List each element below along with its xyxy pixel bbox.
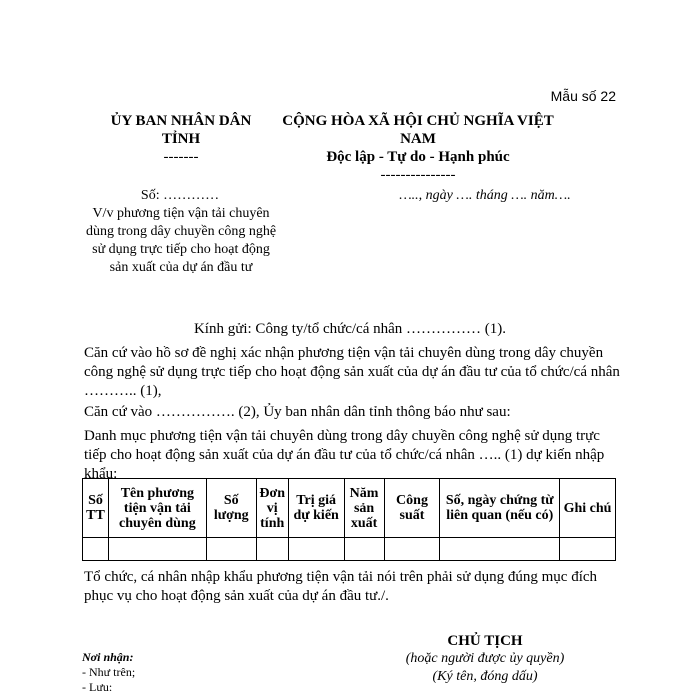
national-header (276, 112, 560, 184)
signature-block (360, 632, 610, 686)
table-cell (384, 538, 440, 561)
header-unit: Đơn vị tính (256, 479, 288, 538)
header-quantity: Số lượng (206, 479, 256, 538)
recipients-block (82, 650, 135, 695)
paragraph-list-intro: Danh mục phương tiện vận tải chuyên dùng trong dây chuyền công nghệ sử dụng trực tiếp cho hoạt động sản xuất của dự án đầu tư của tổ chức/cá nhân ….. (1) dự kiến nhập khẩu: (84, 428, 605, 482)
paragraph-basis-dossier: Căn cứ vào hồ sơ đề nghị xác nhận phương tiện vận tải chuyên dùng trong dây chuyền công nghệ sử dụng trực tiếp cho hoạt động sản xuất của dự án đầu tư của tổ chức/cá nhân ……….. (1), (84, 345, 620, 399)
paragraph-basis-legal: Căn cứ vào ……………. (2), Ủy ban nhân dân tỉnh thông báo như sau: (84, 404, 511, 420)
signer-title: CHỦ TỊCH (447, 633, 523, 649)
table-cell (256, 538, 288, 561)
signature-instruction: (Ký tên, đóng dấu) (432, 669, 538, 684)
header-year-produced: Năm sản xuất (344, 479, 384, 538)
recipients-label: Nơi nhận: (82, 650, 134, 664)
header-vehicle-name: Tên phương tiện vận tải chuyên dùng (108, 479, 206, 538)
header-notes: Ghi chú (560, 479, 616, 538)
recipient-item: - Như trên; (82, 665, 136, 679)
country-name-line2: NAM (400, 131, 436, 147)
form-number: Mẫu số 22 (550, 88, 616, 104)
table-row (83, 538, 616, 561)
table-cell (108, 538, 206, 561)
paragraph-usage-requirement: Tổ chức, cá nhân nhập khẩu phương tiện vận tải nói trên phải sử dụng đúng mục đích phục vụ cho hoạt động sản xuất của dự án đầu tư./. (84, 569, 598, 604)
header-estimated-value: Trị giá dự kiến (288, 479, 344, 538)
table-cell (560, 538, 616, 561)
motto-separator: --------------- (380, 167, 456, 183)
country-name-line1: CỘNG HÒA XÃ HỘI CHỦ NGHĨA VIỆT (282, 113, 554, 129)
agency-header (96, 112, 266, 166)
agency-separator: ------- (163, 149, 199, 165)
agency-name-line1: ỦY BAN NHÂN DÂN (110, 113, 252, 129)
header-capacity: Công suất (384, 479, 440, 538)
table-cell (83, 538, 109, 561)
recipient-line: Kính gửi: Công ty/tổ chức/cá nhân …………… (1). (193, 321, 507, 337)
goods-table (82, 478, 616, 561)
header-related-documents: Số, ngày chứng từ liên quan (nếu có) (440, 479, 560, 538)
table-cell (344, 538, 384, 561)
document-number: Số: ………… (140, 188, 220, 203)
agency-name-line2: TỈNH (161, 131, 201, 147)
date-line: ….., ngày …. tháng …. năm…. (399, 188, 571, 203)
table-cell (288, 538, 344, 561)
document-subject: V/v phương tiện vận tải chuyên dùng trong dây chuyền công nghệ sử dụng trực tiếp cho hoạt động sản xuất của dự án đầu tư (85, 206, 277, 275)
header-serial-number: Số TT (83, 479, 109, 538)
national-motto: Độc lập - Tự do - Hạnh phúc (326, 149, 510, 165)
table-cell (206, 538, 256, 561)
table-header-row (83, 479, 616, 538)
table-cell (440, 538, 560, 561)
signer-delegation-note: (hoặc người được ủy quyền) (405, 651, 565, 666)
recipient-item: - Lưu: (82, 680, 113, 694)
